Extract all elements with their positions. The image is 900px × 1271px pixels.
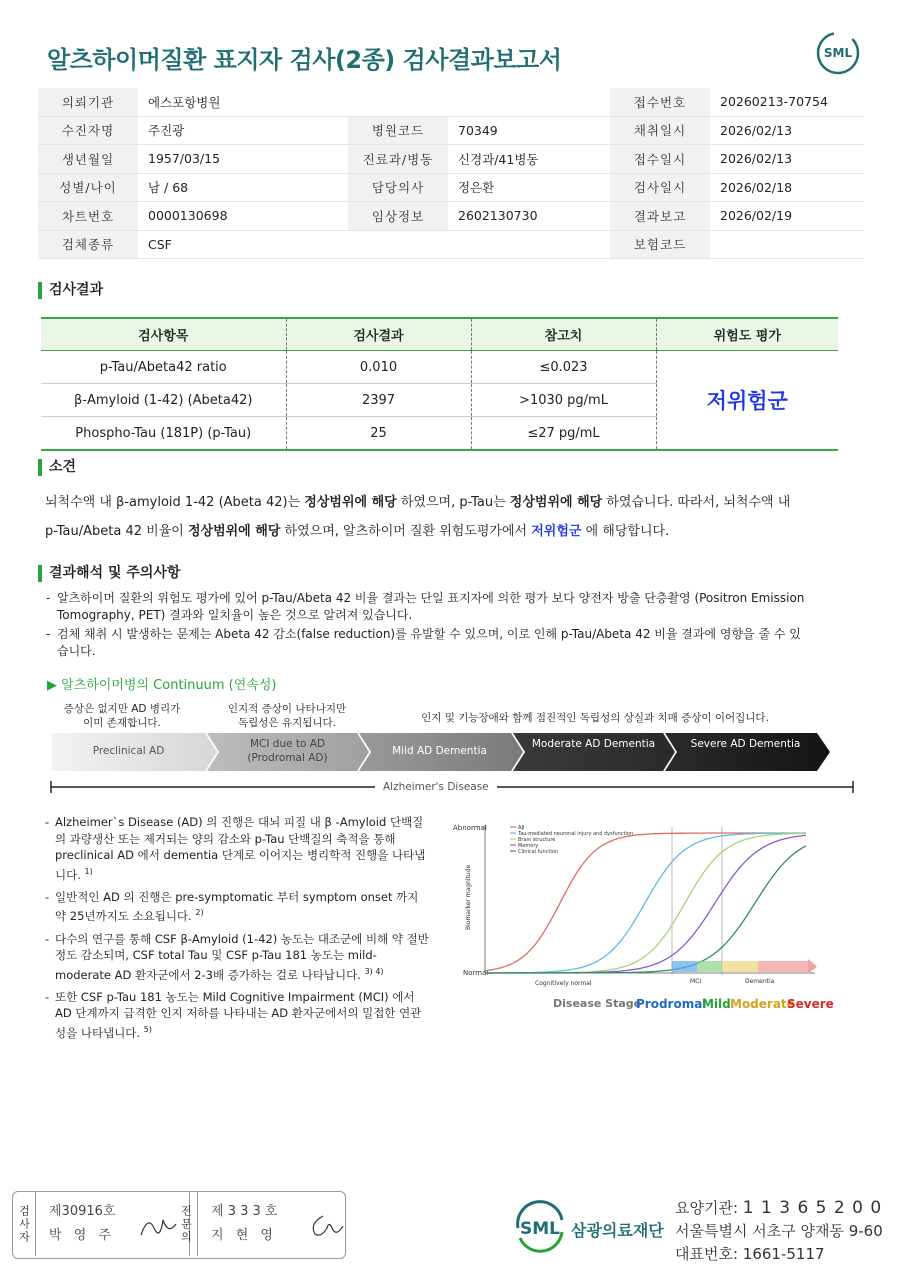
legend-item: Tau-mediated neuronal injury and dysfunction <box>518 831 634 837</box>
test-ref: ≤27 pg/mL <box>471 417 656 451</box>
info-value: 70349 <box>448 116 610 145</box>
sig2-head <box>175 1192 198 1256</box>
reference: 5) <box>143 1024 152 1034</box>
finding-bold: 정상범위에 해당 <box>304 495 397 510</box>
info-label: 병원코드 <box>348 116 448 145</box>
list-item: - 알츠하이머 질환의 위험도 평가에 있어 p-Tau/Abeta 42 비율 결과는 단일 표지자에 의한 평가 보다 양전자 방출 단층촬영 (Positron Emission Tomography, PET) 결과와 일치율이 높은 것으로 알려져 있습니다. <box>45 590 805 624</box>
info-label: 결과보고 <box>610 202 710 231</box>
legend-item: Aβ <box>518 825 525 831</box>
signature-icon <box>138 1210 178 1240</box>
institution-code: 1 1 3 6 5 2 0 0 <box>742 1198 883 1218</box>
y-bottom-label: Normal <box>463 969 489 977</box>
finding-risk: 저위험군 <box>531 524 582 539</box>
finding-text <box>45 488 845 546</box>
footer-label: 요양기관: <box>675 1199 739 1217</box>
reference: 1) <box>84 866 93 876</box>
x-label-mci: MCI <box>690 978 702 985</box>
info-value <box>448 230 610 259</box>
results-heading: 검사결과 <box>38 282 103 299</box>
x-label-dementia: Dementia <box>745 978 775 985</box>
legend-item: Brain structure <box>518 837 556 843</box>
info-label: 접수번호 <box>610 88 710 116</box>
results-table <box>41 317 838 451</box>
info-value: 2026/02/19 <box>710 202 864 231</box>
bullet-text: 다수의 연구를 통해 CSF β-Amyloid (1-42) 농도는 대조군에 비해 약 절반정도 감소되며, CSF total Tau 및 CSF p-Tau 181 농도는 mild-moderate AD 환자군에서 2-3배 증가하는 걸로 나타납니다. <box>55 931 429 982</box>
sml-logo-icon <box>815 30 861 76</box>
table-row <box>41 351 838 384</box>
sml-logo-icon <box>510 1200 570 1256</box>
info-label: 진료과/병동 <box>348 145 448 174</box>
col-header-item: 검사항목 <box>41 318 286 351</box>
legend-item: Memory <box>518 843 539 849</box>
info-value: 1957/03/15 <box>138 145 348 174</box>
notes-list <box>45 590 805 662</box>
info-value: 남 / 68 <box>138 173 348 202</box>
y-axis-label: Biomarker magnitude <box>465 864 472 930</box>
info-label: 접수일시 <box>610 145 710 174</box>
phone-number: 1661-5117 <box>742 1245 825 1263</box>
info-value: 2026/02/13 <box>710 145 864 174</box>
info-value: 2026/02/13 <box>710 116 864 145</box>
footer-label: 대표번호: <box>675 1245 739 1263</box>
info-label: 수진자명 <box>38 116 138 145</box>
info-row <box>38 116 864 145</box>
logo-text: SML <box>823 46 853 60</box>
stage-label: Severe AD Dementia <box>690 738 801 750</box>
axis-label: Alzheimer's Disease <box>375 781 497 793</box>
bullet-text: Alzheimer`s Disease (AD) 의 진행은 대뇌 피질 내 β -Amyloid 단백질의 과량생산 또는 제거되는 양의 감소와 p-Tau 단백질의 축적을 통해 preclinical AD 에서 dementia 단계로 이어지는 병리학적 진행을 나타냅니다. <box>55 815 426 882</box>
continuum-caption: 증상은 없지만 AD 병리가 이미 존재합니다. <box>63 703 181 729</box>
biomarker-curve <box>485 846 806 973</box>
stage-band <box>672 959 817 974</box>
info-value: 주진광 <box>138 116 348 145</box>
signature-icon <box>305 1210 345 1240</box>
finding-part: 뇌척수액 내 β-amyloid 1-42 (Abeta 42)는 <box>45 495 305 510</box>
info-value <box>710 230 864 259</box>
finding-part: p-Tau/Abeta 42 비율이 <box>45 524 188 539</box>
biomarker-curve <box>485 835 806 973</box>
info-row <box>38 202 864 231</box>
list-item: - 검체 채취 시 발생하는 문제는 Abeta 42 감소(false reduction)를 유발할 수 있으며, 이로 인해 p-Tau/Abeta 42 비율 결과에 영향을 줄 수 있습니다. <box>45 626 805 660</box>
col-header-risk: 위험도 평가 <box>656 318 838 351</box>
info-value: 에스포항병원 <box>138 88 348 116</box>
col-header-result: 검사결과 <box>286 318 471 351</box>
disease-stage-label: Disease Stage <box>553 997 642 1010</box>
info-row <box>38 88 864 116</box>
col-header-ref: 참고치 <box>471 318 656 351</box>
sig1-name: 박 영 주 <box>49 1228 115 1243</box>
info-row <box>38 145 864 174</box>
stage-label: Moderate AD Dementia <box>531 738 656 750</box>
info-label: 차트번호 <box>38 202 138 231</box>
finding-part: 하였으며, p-Tau는 <box>396 495 510 510</box>
info-row <box>38 230 864 259</box>
stage-moderate: Moderate <box>730 997 795 1011</box>
info-label: 생년월일 <box>38 145 138 174</box>
list-item <box>45 889 430 925</box>
sig2-head-text: 전문의 <box>179 1204 193 1244</box>
finding-part: 에 해당합니다. <box>581 524 670 539</box>
continuum-caption: 인지적 증상이 나타나지만 독립성은 유지됩니다. <box>227 703 347 729</box>
stage-severe: Severe <box>787 997 834 1011</box>
info-label: 보험코드 <box>610 230 710 259</box>
reference: 2) <box>195 908 204 918</box>
list-item <box>45 931 430 983</box>
stage-label: MCI due to AD (Prodromal AD) <box>247 738 328 764</box>
info-value <box>448 88 610 116</box>
test-result: 2397 <box>286 384 471 417</box>
stage-label: Preclinical AD <box>92 745 165 757</box>
test-ref: >1030 pg/mL <box>471 384 656 417</box>
info-value: 정은환 <box>448 173 610 202</box>
info-label: 검체종류 <box>38 230 138 259</box>
sig2-license: 제 3 3 3 호 <box>211 1204 278 1219</box>
stage-mild: Mild <box>702 997 731 1011</box>
info-value: CSF <box>138 230 348 259</box>
logo-text: SML <box>520 1219 560 1239</box>
list-item <box>45 989 430 1041</box>
test-item: β-Amyloid (1-42) (Abeta42) <box>41 384 286 417</box>
info-label: 임상정보 <box>348 202 448 231</box>
info-label: 의뢰기관 <box>38 88 138 116</box>
info-value: 신경과/41병동 <box>448 145 610 174</box>
bullet-text: 또한 CSF p-Tau 181 농도는 Mild Cognitive Impairment (MCI) 에서 AD 단계까지 급격한 인지 저하를 나타내는 AD 환자군에서의 밀접한 연관성을 나타냅니다. <box>55 989 422 1040</box>
notes-heading: 결과해석 및 주의사항 <box>38 565 180 582</box>
bullet-list <box>45 814 430 1047</box>
legend-item: Clinical function <box>518 849 559 855</box>
biomarker-chart <box>440 815 840 1015</box>
stage-labels <box>52 733 832 771</box>
stage-prodromal: Prodromal <box>636 997 707 1011</box>
info-row <box>38 173 864 202</box>
list-item <box>45 814 430 883</box>
finding-part: 하였으며, 알츠하이머 질환 위험도평가에서 <box>280 524 532 539</box>
risk-assessment: 저위험군 <box>656 351 838 451</box>
test-result: 0.010 <box>286 351 471 384</box>
sig2-name: 지 현 영 <box>211 1228 277 1243</box>
info-value: 2602130730 <box>448 202 610 231</box>
info-label <box>348 230 448 259</box>
info-label <box>348 88 448 116</box>
sig1-license: 제30916호 <box>49 1204 116 1219</box>
patient-info-table <box>38 88 864 259</box>
info-label: 검사일시 <box>610 173 710 202</box>
finding-bold: 정상범위에 해당 <box>187 524 281 539</box>
stage-label: Mild AD Dementia <box>392 745 487 757</box>
info-value: 2026/02/18 <box>710 173 864 202</box>
sig1-head-text: 검사자 <box>17 1204 31 1244</box>
reference: 3) 4) <box>364 966 384 976</box>
test-result: 25 <box>286 417 471 451</box>
sig1-head <box>13 1192 36 1256</box>
finding-heading: 소견 <box>38 459 76 476</box>
signature-box <box>12 1191 346 1259</box>
test-item: p-Tau/Abeta42 ratio <box>41 351 286 384</box>
continuum-caption: 인지 및 기능장애와 함께 점진적인 독립성의 상실과 치매 증상이 이어집니다. <box>421 712 769 724</box>
info-value: 0000130698 <box>138 202 348 231</box>
bullet-text: 일반적인 AD 의 진행은 pre-symptomatic 부터 symptom onset 까지 약 25년까지도 소요됩니다. <box>55 889 419 924</box>
continuum-title: ▶ 알츠하이머병의 Continuum (연속성) <box>47 678 277 693</box>
finding-bold: 정상범위에 해당 <box>509 495 603 510</box>
report-title: 알츠하이머질환 표지자 검사(2종) 검사결과보고서 <box>47 46 562 74</box>
test-item: Phospho-Tau (181P) (p-Tau) <box>41 417 286 451</box>
finding-part: 하였습니다. 따라서, 뇌척수액 내 <box>602 495 791 510</box>
x-label-cog: Cognitively normal <box>535 980 592 987</box>
footer-address: 서울특별시 서초구 양재동 9-60 <box>675 1222 883 1240</box>
info-label: 성별/나이 <box>38 173 138 202</box>
info-value: 20260213-70754 <box>710 88 864 116</box>
footer-info <box>675 1197 883 1266</box>
test-ref: ≤0.023 <box>471 351 656 384</box>
org-name: 삼광의료재단 <box>571 1221 664 1240</box>
info-label: 담당의사 <box>348 173 448 202</box>
y-top-label: Abnormal <box>453 824 487 832</box>
info-label: 채취일시 <box>610 116 710 145</box>
